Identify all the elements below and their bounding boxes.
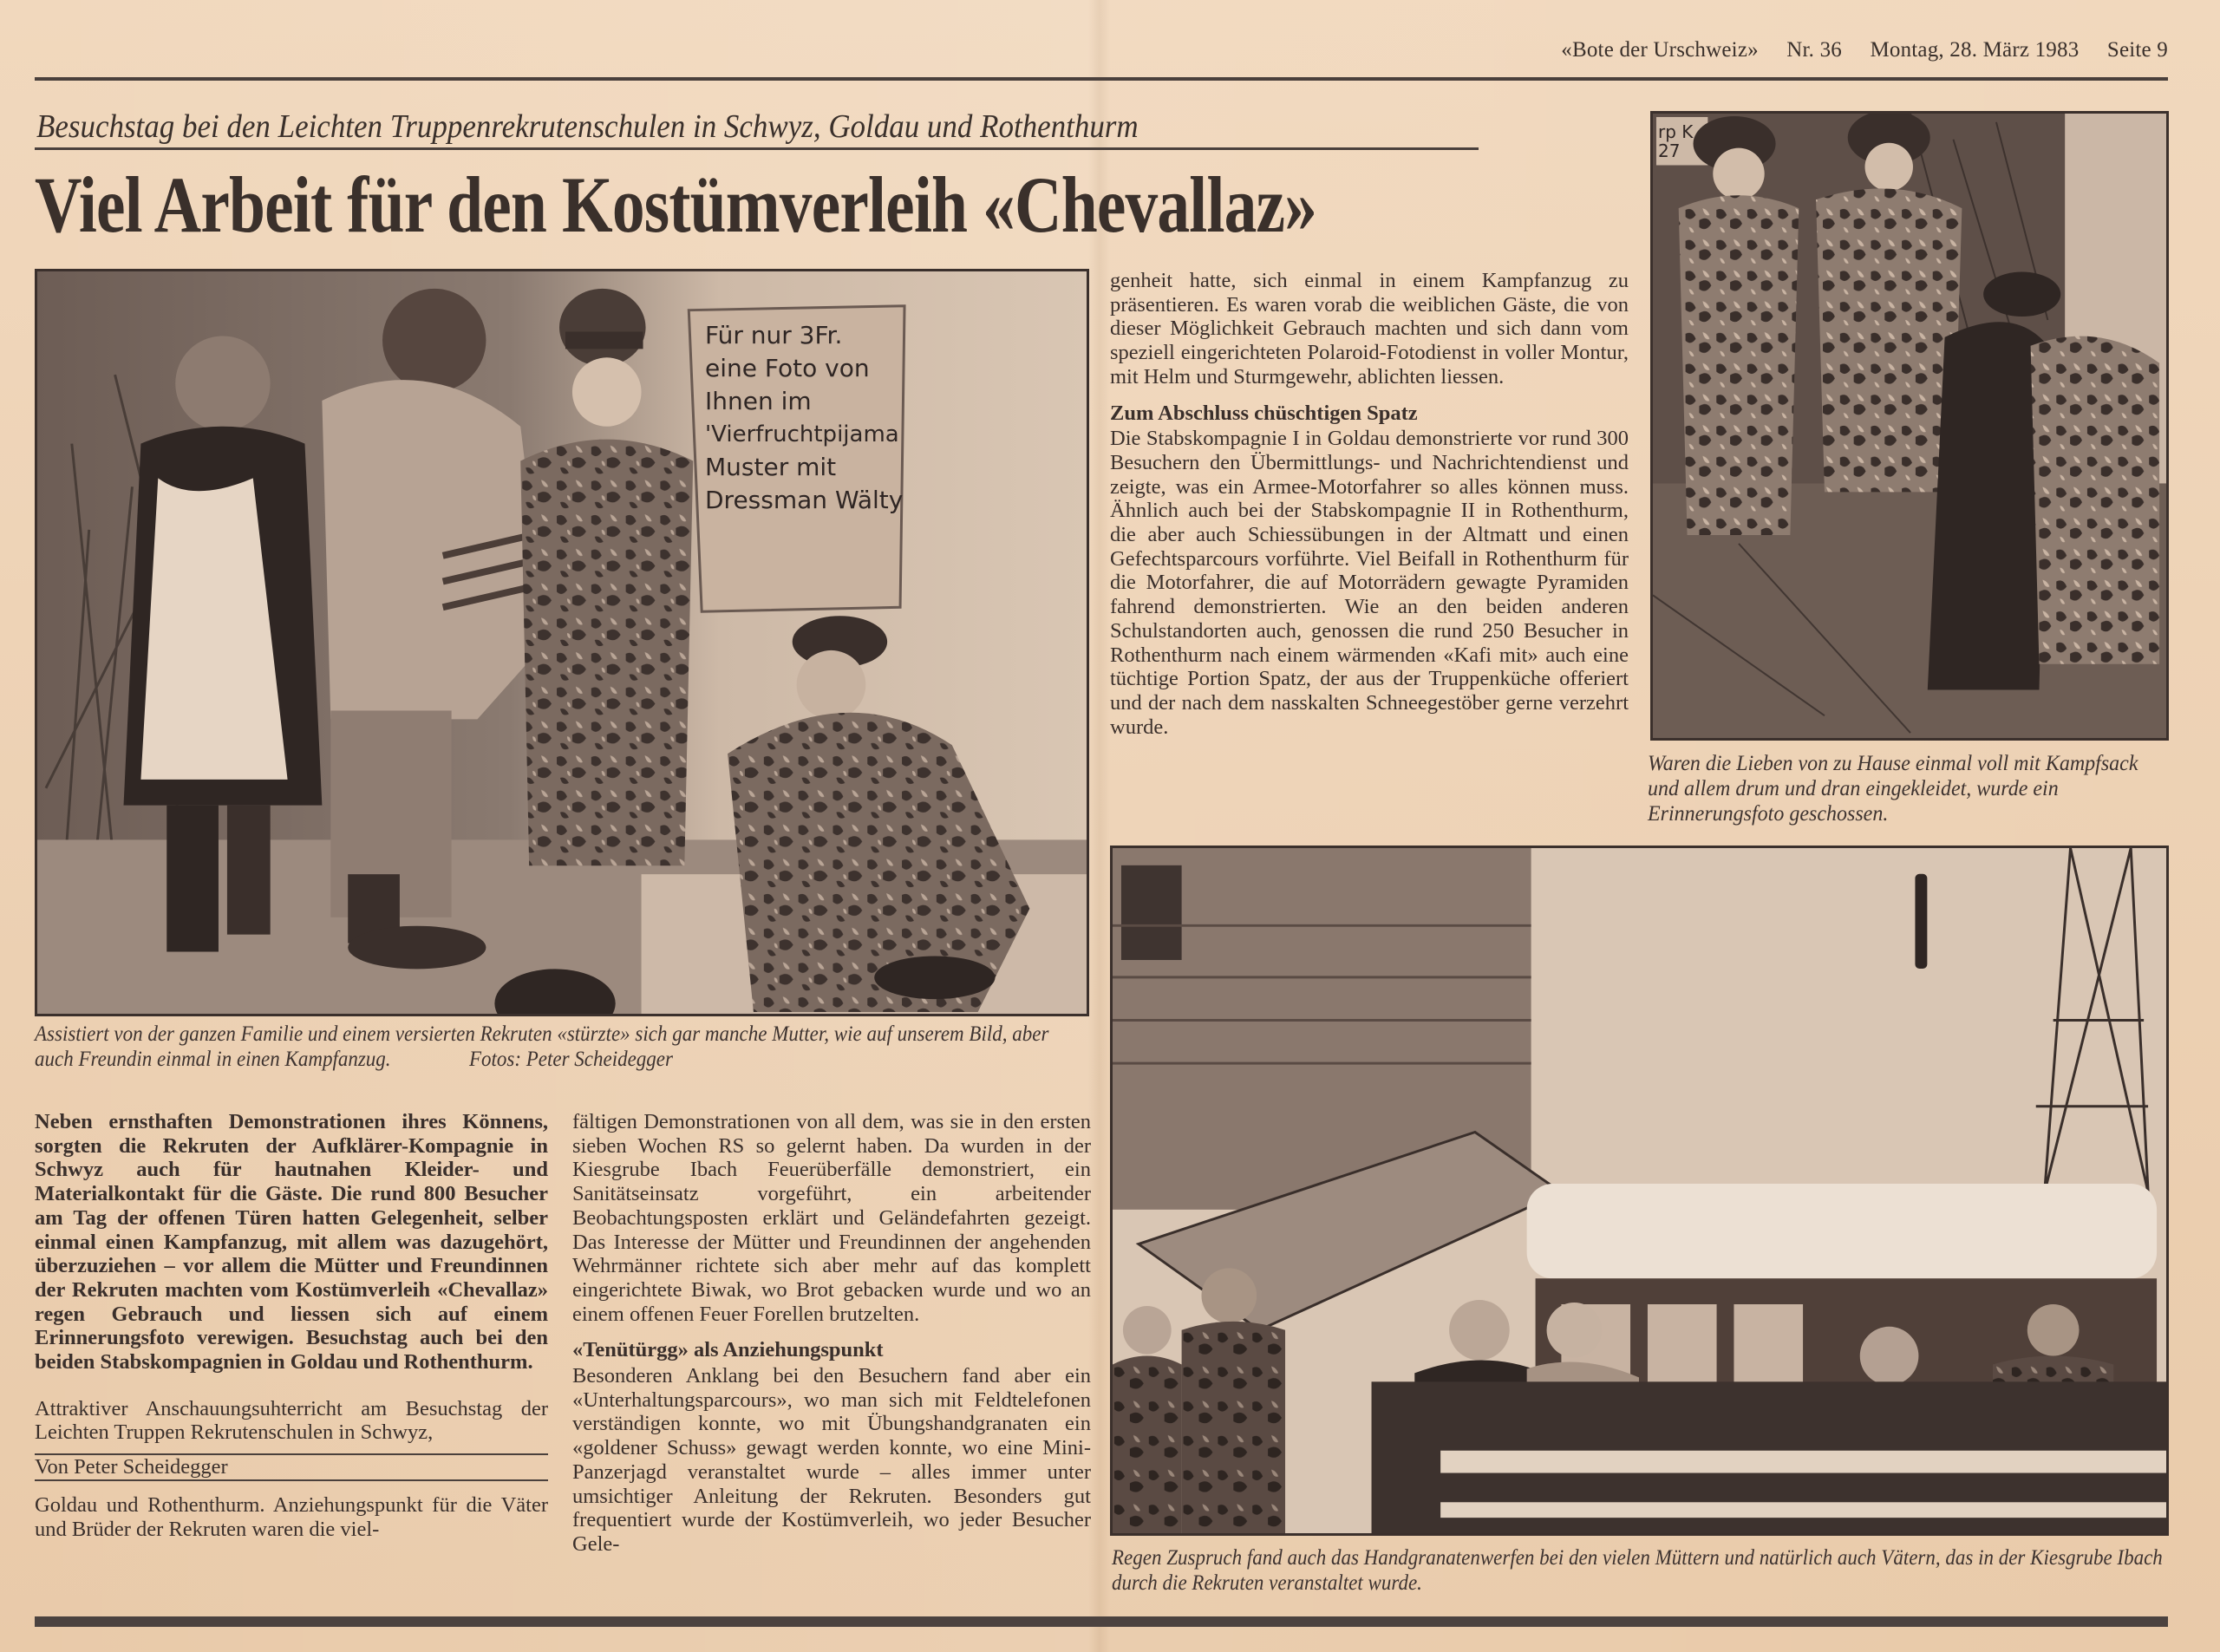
sign-line: Dressman Wälty: [705, 486, 904, 514]
photo-grenade-throwing: [1110, 846, 2169, 1536]
photo-souvenir-sign: rp K 27: [1658, 121, 1694, 161]
article-body-a: Goldau und Rothenthurm. Anziehungspunkt für die Väter und Brüder der Rekruten waren die viel-: [35, 1492, 548, 1541]
article-body-b1: fältigen Demonstrationen von all dem, was sie in den ersten sieben Wochen RS so gelernt haben. Da wurden in der Kiesgrube Ibach Feuerüberfälle demonstriert, ein Sanitätseinsatz vorgeführt, ein arbeitender Beobachtungsposten erklärt und Geländefahrten gezeigt. Das Interesse der Mütter und Freundinnen der angehenden Wehrmänner richtete sich aber mehr auf das komplett eingerichtete Biwak, wo Brot gebacken wurde und wo an einem offenen Feuer Forellen brutzelten.: [572, 1110, 1091, 1326]
issue-date: Montag, 28. März 1983: [1870, 38, 2080, 62]
photo-costume-rental: [35, 269, 1089, 1016]
caption-text: Assistiert von der ganzen Familie und einem versierten Rekruten «stürzte» sich gar manche Mutter, wie auf unserem Bild, aber auch Freundin einmal in einen Kampfanzug.: [35, 1022, 1049, 1071]
photo-grenade-image: [1113, 848, 2166, 1533]
photo-souvenir-caption: Waren die Lieben von zu Hause einmal voll mit Kampfsack und allem drum und dran eingekleidet, wurde ein Erinnerungsfoto geschossen.: [1648, 752, 2138, 826]
photo-sign: [705, 319, 904, 517]
photo-costume-image: [37, 271, 1087, 1014]
subheading-spatz: Zum Abschluss chüschtigen Spatz: [1110, 401, 1418, 425]
article-body-b2: Besonderen Anklang bei den Besuchern fand aber ein «Unterhaltungsparcours», wo man sich mit Feldtelefonen verständigen konnte, wo mit Übungshandgranaten ein «goldener Schuss» gewagt werden konnte, wo eine Mini-Panzerjagd veranstaltet wurde – alles immer unter umsichtiger Anleitung der Rekruten. Besonders gut frequentiert wurde der Kostümverleih, wo jeder Besucher Gele-: [572, 1364, 1091, 1556]
subheading-tenuetuergg: «Tenütürgg» als Anziehungspunkt: [572, 1338, 884, 1362]
column-c: [1110, 269, 1629, 739]
photo-souvenir: [1650, 111, 2169, 741]
article-body-c1: genheit hatte, sich einmal in einem Kampfanzug zu präsentieren. Es waren vorab die weiblichen Gäste, die von dieser Möglichkeit Gebrauch machten und sich dann vom speziell eingerichteten Polaroid-Fotodienst in voller Montur, mit Helm und Sturmgewehr, ablichten liessen.: [1110, 269, 1629, 389]
page-number: Seite 9: [2106, 38, 2168, 62]
footer-rule: [35, 1616, 2168, 1627]
sign-line: Muster mit: [705, 453, 837, 481]
article-body-c2: Die Stabskompagnie I in Goldau demonstrierte vor rund 300 Besuchern den Übermittlungs- und Nachrichtendienst und zeigte, was ein Armee-Motorfahrer so alles können muss. Ähnlich auch bei der Stabskompagnie II in Rothenthurm, die aber auch Schiessübungen in der Altmatt und einen Gefechtsparcours vorführte. Viel Beifall in Rothenthurm für die Motorfahrer, die auf Motorrädern gewagte Pyramiden fahrend demonstrierten. Wie an den beiden anderen Schulstandorten auch, genossen die rund 250 Besucher in Rothenthurm nach einem wärmenden «Kafi mit» auch eine tüchtige Portion Spatz, der aus der Truppenküche offeriert und der nach dem nasskalten Schneegestöber gerne verzehrt wurde.: [1110, 427, 1629, 739]
photo-grenade-caption: Regen Zuspruch fand auch das Handgranatenwerfen bei den vielen Müttern und natürlich auch Vätern, das in der Kiesgrube Ibach durch die Rekruten veranstaltet wurde.: [1112, 1546, 2163, 1595]
photo-souvenir-image: [1653, 114, 2166, 738]
column-a: [35, 1110, 548, 1541]
article-lead: Neben ernsthaften Demonstrationen ihres Könnens, sorgten die Rekruten der Aufklärer-Kompagnie in Schwyz auch für hautnahen Kleider- und Materialkontakt für die Gäste. Die rund 800 Besucher am Tag der offenen Türen hatten Gelegenheit, selber einmal einen Kampfanzug, mit allem was dazugehört, überzuziehen – vor allem die Mütter und Freundinnen der Rekruten machten vom Kostümverleih «Chevallaz» regen Gebrauch und liessen sich auf einem Erinnerungsfoto verewigen. Besuchstag auch bei den beiden Stabskompagnien in Goldau und Rothenthurm.: [35, 1110, 548, 1374]
issue-number: Nr. 36: [1786, 38, 1842, 62]
column-b: [572, 1110, 1091, 1557]
header-rule: [35, 77, 2168, 81]
article-byline: Von Peter Scheidegger: [35, 1455, 228, 1479]
sign-line: 'Vierfruchtpijama: [705, 421, 899, 447]
article-intro: Attraktiver Anschauungsuhterricht am Besuchstag der Leichten Truppen Rekrutenschulen in Schwyz,: [35, 1396, 548, 1445]
article-headline: Viel Arbeit für den Kostümverleih «Chevallaz»: [35, 160, 1317, 249]
photo-credit: Fotos: Peter Scheidegger: [468, 1048, 673, 1071]
photo-costume-caption: [35, 1022, 1087, 1072]
masthead: [1561, 38, 2168, 62]
article-kicker: Besuchstag bei den Leichten Truppenrekrutenschulen in Schwyz, Goldau und Rothenthurm: [36, 108, 1139, 145]
kicker-underline: [35, 147, 1479, 150]
publication-name: «Bote der Urschweiz»: [1561, 38, 1759, 62]
sign-line: Ihnen im: [705, 387, 812, 415]
sign-line: eine Foto von: [705, 354, 870, 382]
sign-line: Für nur 3Fr.: [705, 321, 843, 349]
